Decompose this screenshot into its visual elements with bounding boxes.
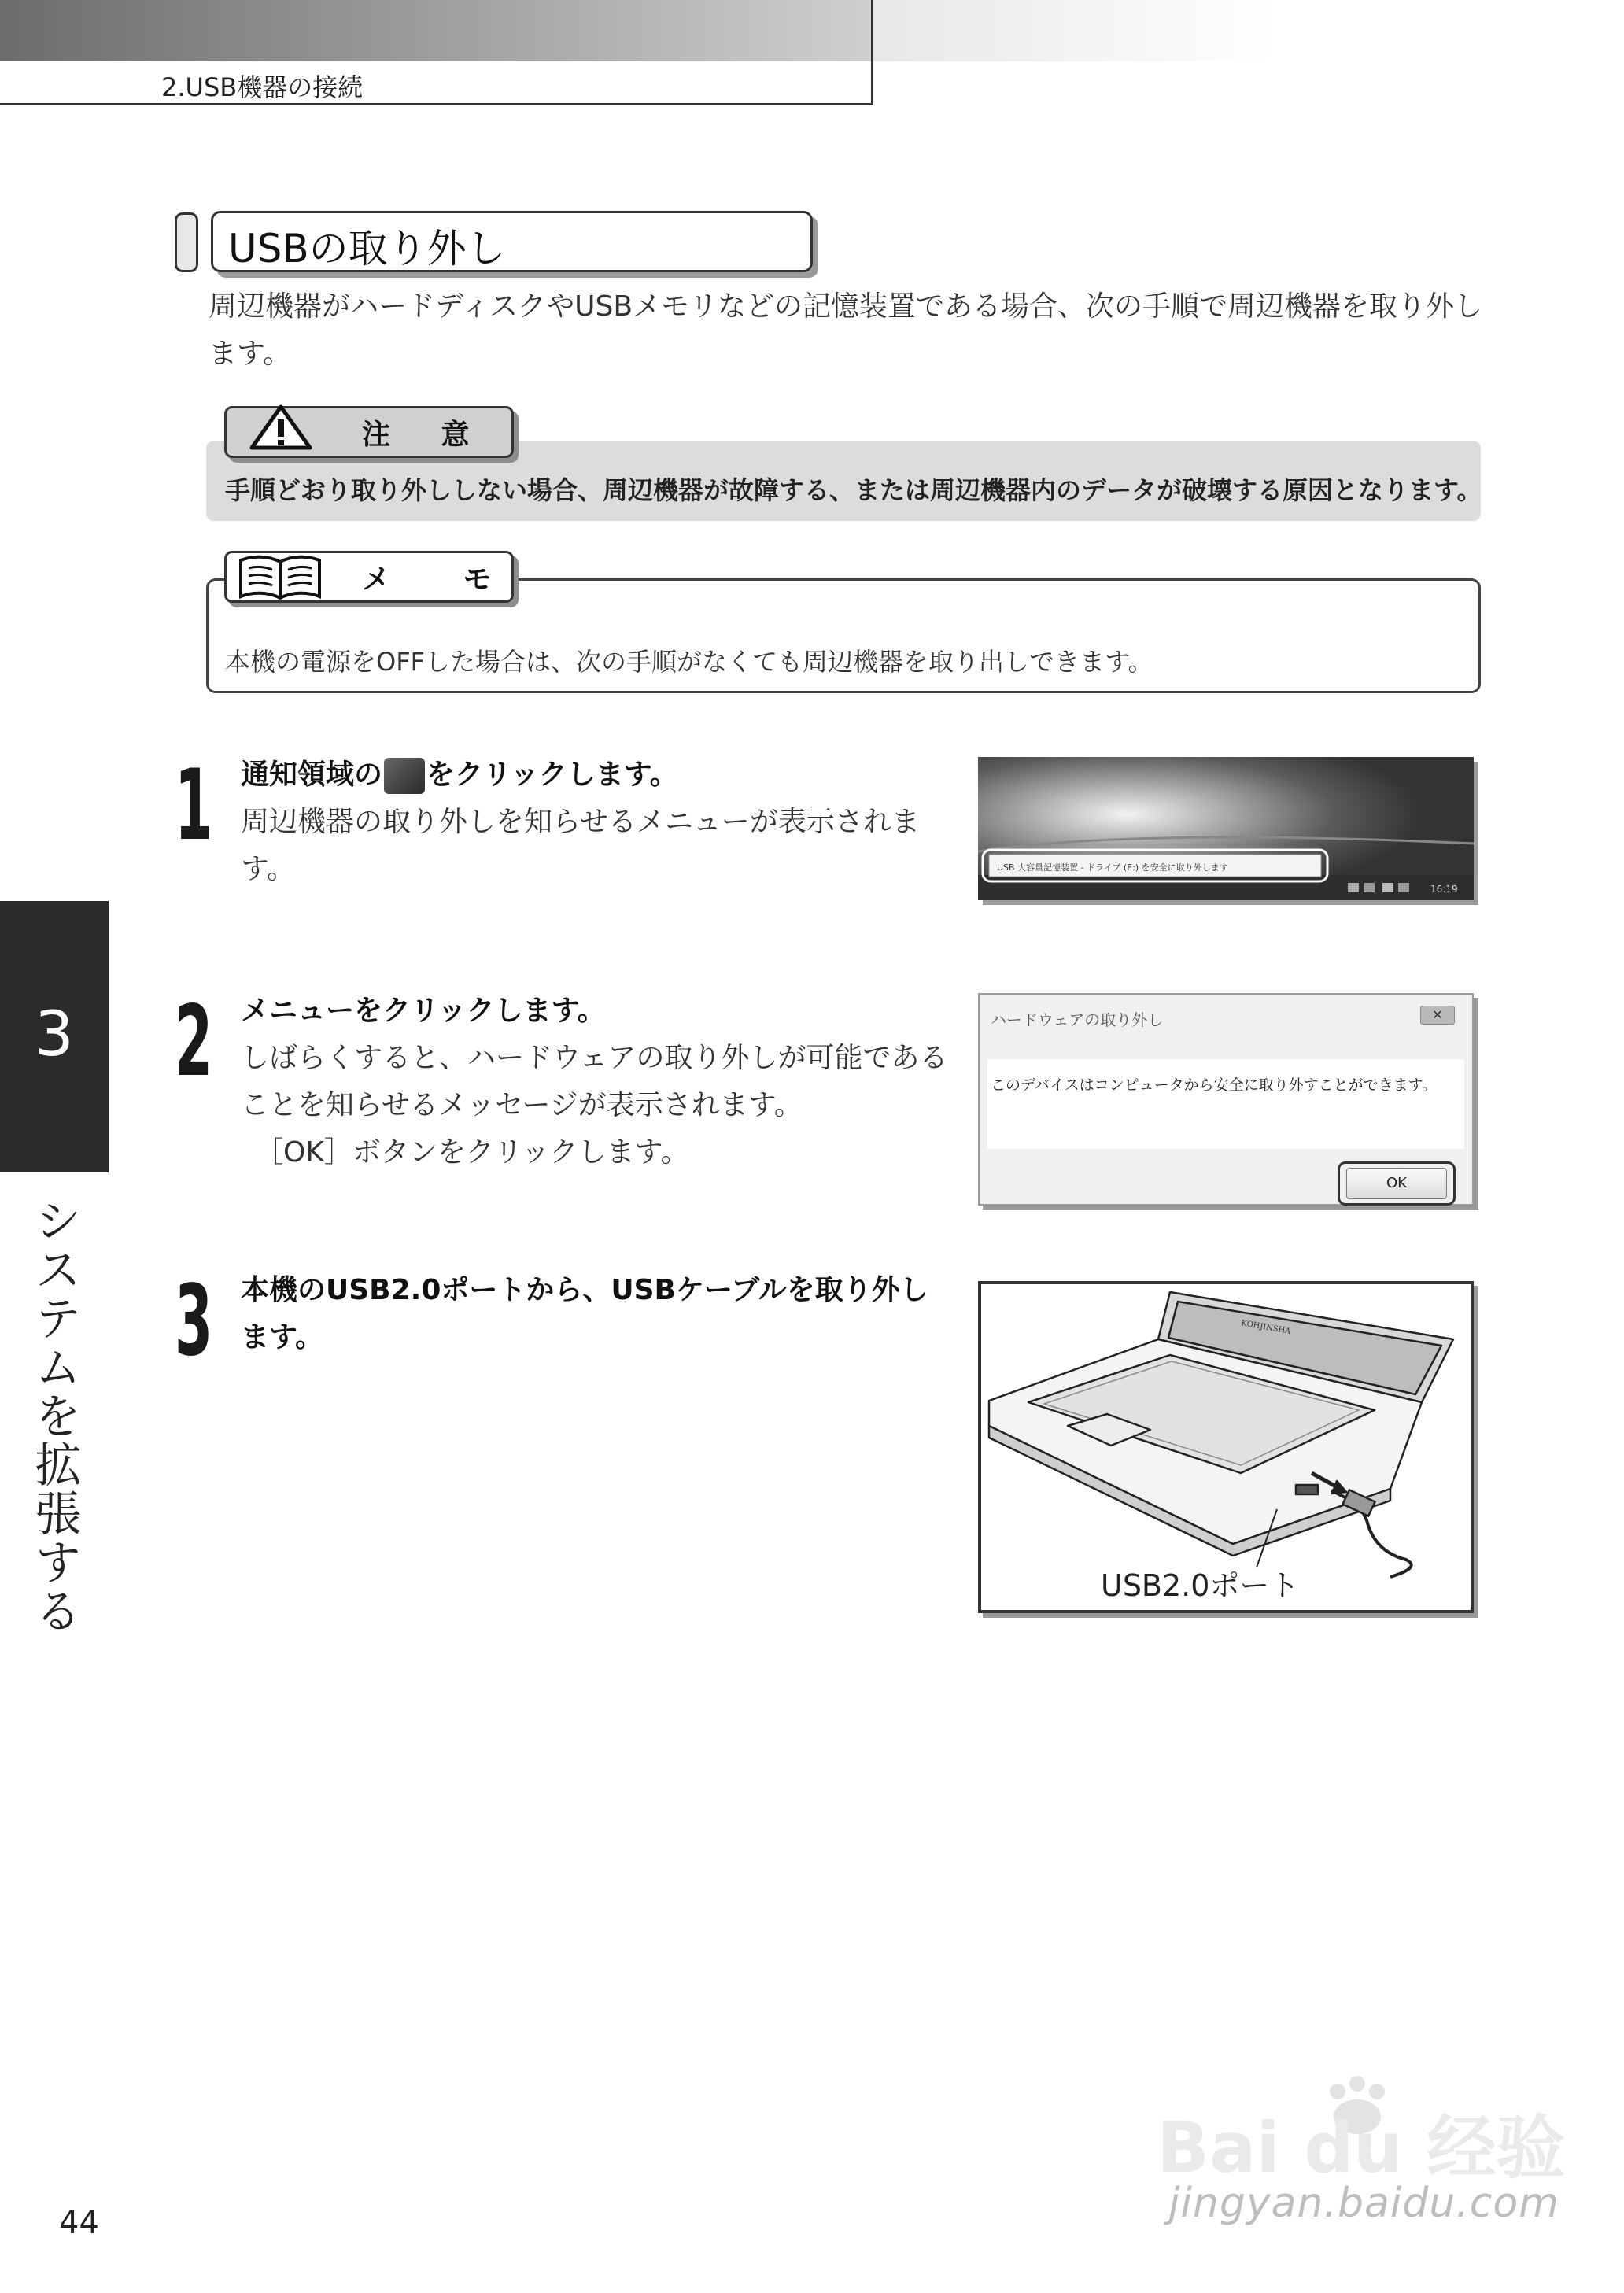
memo-label: メ モ (362, 563, 523, 596)
step-1-number: 1 (175, 749, 213, 862)
step-2-body-text: しばらくすると、ハードウェアの取り外しが可能であることを知らせるメッセージが表示されます。 (241, 1042, 948, 1121)
step-3-heading: 本機のUSB2.0ポートから、USBケーブルを取り外します。 (241, 1274, 928, 1353)
taskbar-menu-text: USB 大容量記憶装置 - ドライブ (E:) を安全に取り外します (997, 862, 1228, 873)
memo-text: 本機の電源をOFFした場合は、次の手順がなくても周辺機器を取り出しできます。 (225, 647, 1153, 677)
safely-remove-hardware-icon (384, 758, 425, 794)
header-section-title: 2.USB機器の接続 (161, 72, 364, 102)
chapter-title: システムを拡張する (27, 1196, 82, 1635)
usb-port-label: USB2.0ポート (1101, 1568, 1300, 1603)
baidu-watermark-logo (1157, 2070, 1566, 2188)
laptop-brand: KOHJINSHA (1240, 1319, 1292, 1337)
taskbar-screenshot-image (978, 757, 1474, 900)
section-title: USBの取り外し (228, 226, 506, 271)
dialog-ok-button[interactable]: OK (1346, 1168, 1447, 1199)
book-icon (233, 551, 327, 603)
step-3-number: 3 (175, 1265, 213, 1378)
step-1-body: 周辺機器の取り外しを知らせるメニューが表示されます。 (241, 806, 920, 885)
watermark-url: jingyan.baidu.com (1168, 2180, 1559, 2227)
step-1-heading-before: 通知領域の (241, 759, 383, 791)
warning-icon (245, 401, 316, 452)
remove-hardware-dialog (978, 993, 1474, 1206)
step-2-body (241, 1035, 949, 1176)
dialog-message: このデバイスはコンピュータから安全に取り外すことができます。 (991, 1076, 1438, 1094)
step-2-body-instruction: ［OK］ボタンをクリックします。 (255, 1136, 689, 1169)
caution-text: 手順どおり取り外ししない場合、周辺機器が故障する、または周辺機器内のデータが破壊する原因となります。 (225, 475, 1482, 505)
step-2-heading: メニューをクリックします。 (241, 995, 606, 1027)
dialog-title: ハードウェアの取り外し (991, 1010, 1164, 1029)
chapter-number: 3 (35, 999, 74, 1070)
header-section-box-top (0, 0, 871, 61)
taskbar-screenshot (978, 757, 1474, 900)
laptop-usb-figure (978, 1281, 1474, 1613)
step-1-heading (241, 751, 678, 799)
dialog-close-button[interactable]: ✕ (1420, 1006, 1455, 1025)
step-1-heading-after: をクリックします。 (426, 759, 678, 791)
watermark-logo-text: Bai du 经验 (1157, 2107, 1566, 2188)
page-number: 44 (59, 2205, 99, 2241)
section-intro: 周辺機器がハードディスクやUSBメモリなどの記憶装置である場合、次の手順で周辺機器を取り外します。 (209, 290, 1483, 370)
step-2-number: 2 (175, 985, 213, 1098)
taskbar-clock: 16:19 (1430, 884, 1458, 895)
caution-label: 注 意 (362, 419, 490, 451)
section-heading-marker (175, 212, 198, 272)
